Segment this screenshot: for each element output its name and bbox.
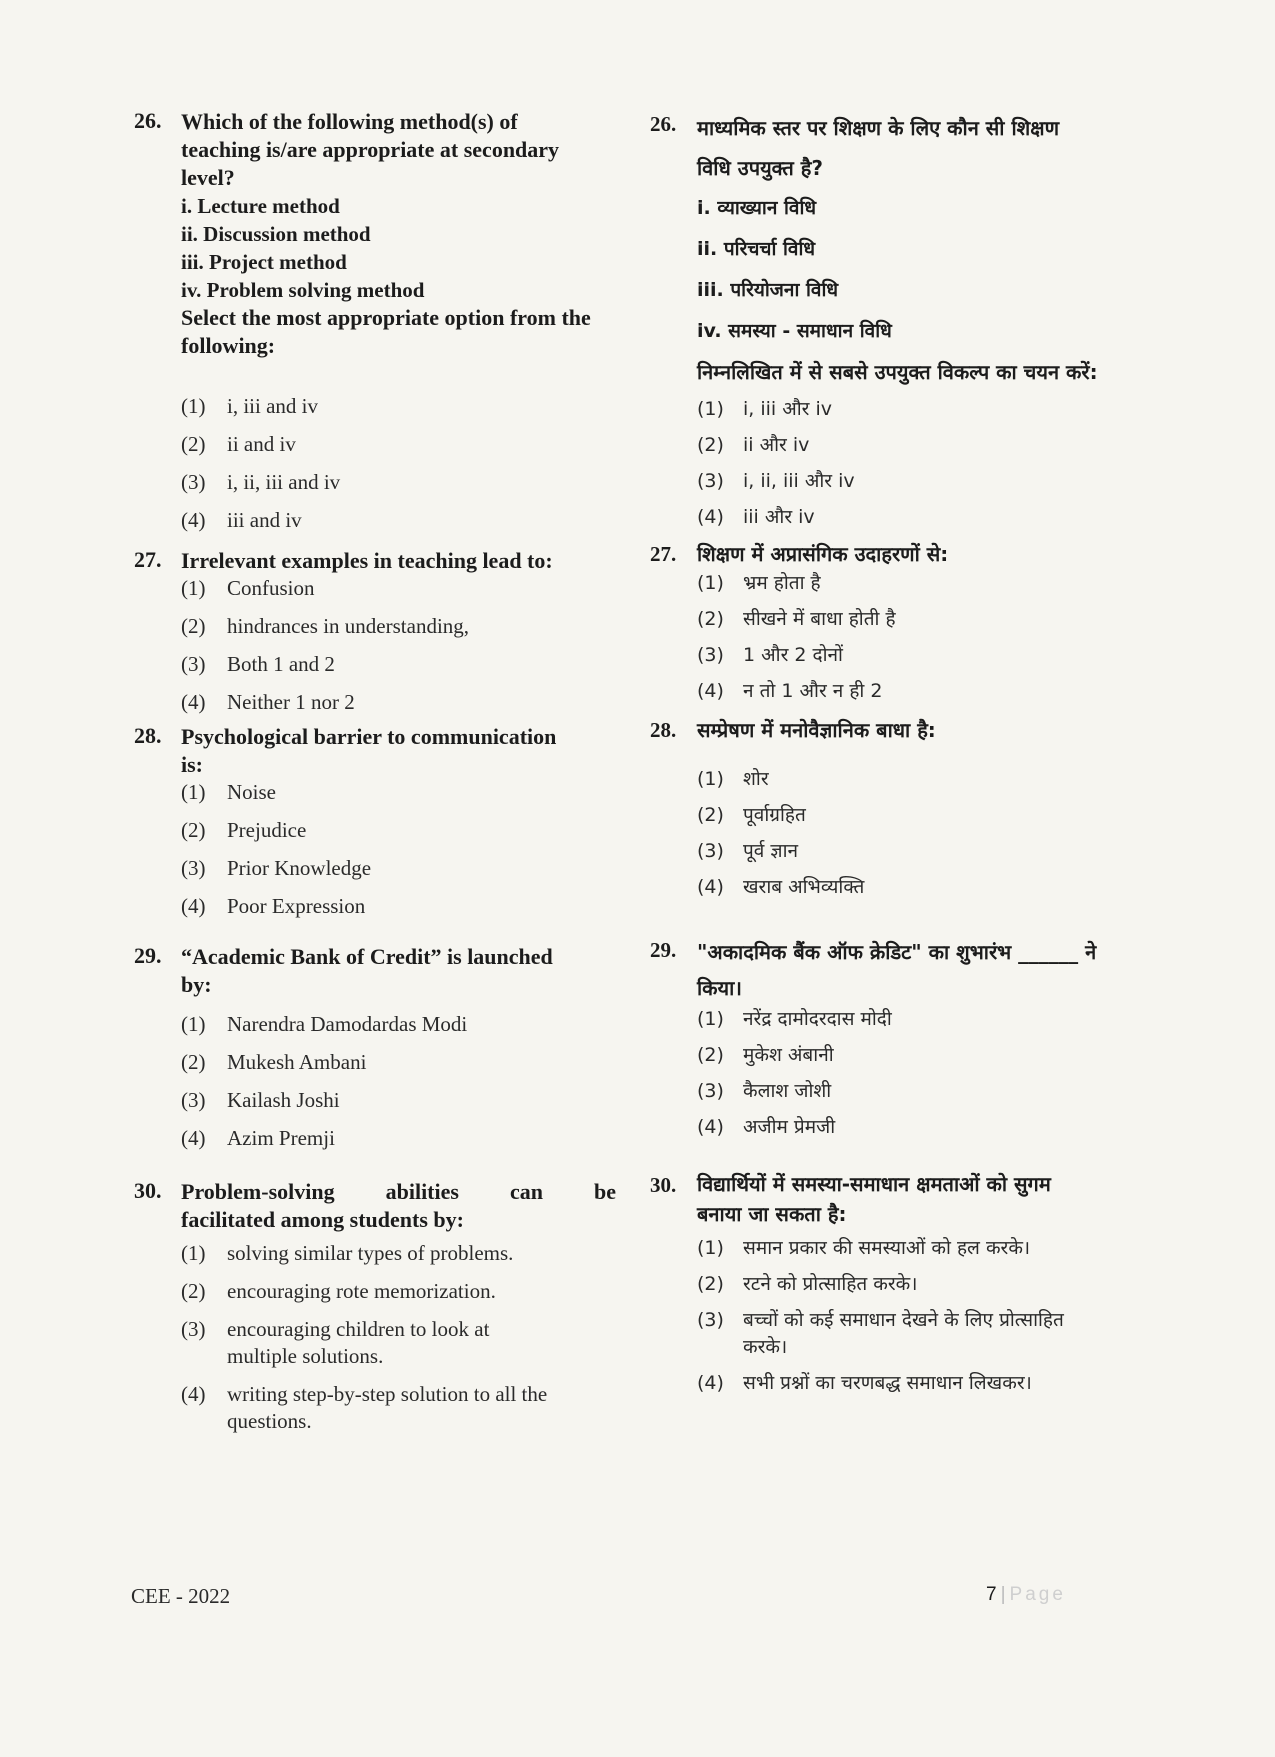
option: (1) i, iii और iv [697, 398, 833, 420]
option: (1) नरेंद्र दामोदरदास मोदी [697, 1008, 892, 1030]
question-number: 26. [650, 112, 677, 136]
question-27-en [134, 547, 616, 723]
option: (4) खराब अभिव्यक्ति [697, 876, 865, 898]
question-stem: "अकादमिक बैंक ऑफ क्रेडिट" का शुभारंभ ______ ने किया। [697, 940, 1097, 1000]
option: (4) Azim Premji [181, 1126, 335, 1150]
page-number: 7 [986, 1584, 997, 1605]
question-28-hi [650, 714, 1120, 934]
question-number: 28. [650, 718, 677, 742]
option: (2) ii और iv [697, 434, 810, 456]
option: (2) Prejudice [181, 818, 307, 842]
statement-item: i. व्याख्यान विधि [697, 197, 817, 219]
option: (2) hindrances in understanding, [181, 614, 470, 638]
option: (3) encouraging children to look at multiple solutions. [181, 1317, 490, 1368]
question-stem: सम्प्रेषण में मनोवैज्ञानिक बाधा है: [697, 718, 936, 742]
question-number: 30. [650, 1173, 677, 1197]
option: (1) शोर [697, 768, 769, 790]
question-number: 29. [650, 938, 677, 962]
page-indicator [986, 1584, 1066, 1606]
options-list [181, 1011, 616, 1152]
english-column [134, 108, 616, 1446]
question-26-hi [650, 108, 1120, 538]
option: (2) सीखने में बाधा होती है [697, 608, 896, 630]
statement-item: iv. Problem solving method [181, 278, 425, 302]
question-number: 28. [134, 723, 162, 748]
option: (2) मुकेश अंबानी [697, 1044, 834, 1066]
option: (3) i, ii, iii and iv [181, 470, 341, 494]
options-list [697, 1235, 1120, 1397]
question-stem: Problem-solving abilities can be [181, 1179, 616, 1204]
options-list [697, 1006, 1120, 1141]
option: (4) अजीम प्रेमजी [697, 1116, 836, 1138]
option: (4) writing step-by-step solution to all the questions. [181, 1382, 548, 1433]
option: (2) encouraging rote memorization. [181, 1279, 496, 1303]
statement-item: ii. परिचर्चा विधि [697, 238, 816, 260]
option: (3) Kailash Joshi [181, 1088, 340, 1112]
question-number: 27. [650, 542, 677, 566]
option: (4) Neither 1 nor 2 [181, 690, 355, 714]
option: (3) कैलाश जोशी [697, 1080, 832, 1102]
question-29-en [134, 943, 616, 1178]
question-stem: माध्यमिक स्तर पर शिक्षण के लिए कौन सी शिक्षण विधि उपयुक्त है? [697, 116, 1060, 180]
question-number: 29. [134, 943, 162, 968]
option: (1) solving similar types of problems. [181, 1241, 514, 1265]
page-separator: | [1000, 1584, 1006, 1605]
option: (4) न तो 1 और न ही 2 [697, 680, 883, 702]
statement-item: i. Lecture method [181, 194, 340, 218]
option: (4) iii और iv [697, 506, 815, 528]
option: (4) Poor Expression [181, 894, 366, 918]
question-29-hi [650, 934, 1120, 1169]
exam-code: CEE - 2022 [131, 1584, 231, 1608]
option: (4) सभी प्रश्नों का चरणबद्ध समाधान लिखकर। [697, 1372, 1032, 1394]
question-stem: विद्यार्थियों में समस्या-समाधान क्षमताओं को सुगम बनाया जा सकता है: [697, 1172, 1051, 1226]
options-list [181, 1240, 616, 1435]
question-30-en: 30. Problem-solving abilities can be facilitated among students by: (1) solving similar types of problems. (2) encouraging rote memorization. (3) encouraging children to look at multiple solutions. (4) writing step-by-step solution to all the questions. [134, 1178, 616, 1433]
options-26-en [134, 393, 616, 547]
statement-item: iii. परियोजना विधि [697, 279, 839, 301]
options-list [697, 570, 1120, 705]
option: (3) पूर्व ज्ञान [697, 840, 799, 862]
question-instruction: Select the most appropriate option from the following: [181, 305, 591, 358]
option: (3) i, ii, iii और iv [697, 470, 855, 492]
option: (4) iii and iv [181, 508, 302, 532]
option: (3) 1 और 2 दोनों [697, 644, 843, 666]
option: (2) Mukesh Ambani [181, 1050, 367, 1074]
question-stem: “Academic Bank of Credit” is launched by: [181, 944, 553, 997]
option: (1) i, iii and iv [181, 394, 318, 418]
question-30-hi [650, 1169, 1120, 1397]
options-list [181, 575, 616, 716]
option: (1) समान प्रकार की समस्याओं को हल करके। [697, 1237, 1031, 1259]
question-26-en [134, 108, 616, 393]
question-stem: शिक्षण में अप्रासंगिक उदाहरणों से: [697, 542, 949, 566]
option: (1) Confusion [181, 576, 315, 600]
question-number: 30. [134, 1178, 162, 1203]
question-stem: Psychological barrier to communication is: [181, 724, 557, 777]
question-instruction: निम्नलिखित में से सबसे उपयुक्त विकल्प का चयन करें: [697, 360, 1098, 384]
statement-item: ii. Discussion method [181, 222, 371, 246]
option: (3) बच्चों को कई समाधान देखने के लिए प्रोत्साहित करके। [697, 1309, 1064, 1358]
question-number: 26. [134, 108, 162, 133]
option: (2) ii and iv [181, 432, 296, 456]
question-number: 27. [134, 547, 162, 572]
statement-item: iv. समस्या - समाधान विधि [697, 320, 892, 342]
options-list [697, 396, 1120, 531]
hindi-column [650, 108, 1120, 1406]
options-list [181, 393, 616, 534]
option: (3) Prior Knowledge [181, 856, 372, 880]
options-list [697, 766, 1120, 901]
question-27-hi [650, 538, 1120, 714]
statement-item: iii. Project method [181, 250, 347, 274]
option: (2) रटने को प्रोत्साहित करके। [697, 1273, 918, 1295]
options-list [181, 779, 616, 920]
page-word: Page [1009, 1584, 1066, 1605]
option: (3) Both 1 and 2 [181, 652, 335, 676]
option: (1) भ्रम होता है [697, 572, 821, 594]
option: (1) Noise [181, 780, 276, 804]
option: (2) पूर्वाग्रहित [697, 804, 806, 826]
question-stem: Which of the following method(s) of teaching is/are appropriate at secondary level? [181, 109, 560, 190]
question-28-en [134, 723, 616, 943]
option: (1) Narendra Damodardas Modi [181, 1012, 468, 1036]
question-stem: Irrelevant examples in teaching lead to: [181, 548, 553, 573]
